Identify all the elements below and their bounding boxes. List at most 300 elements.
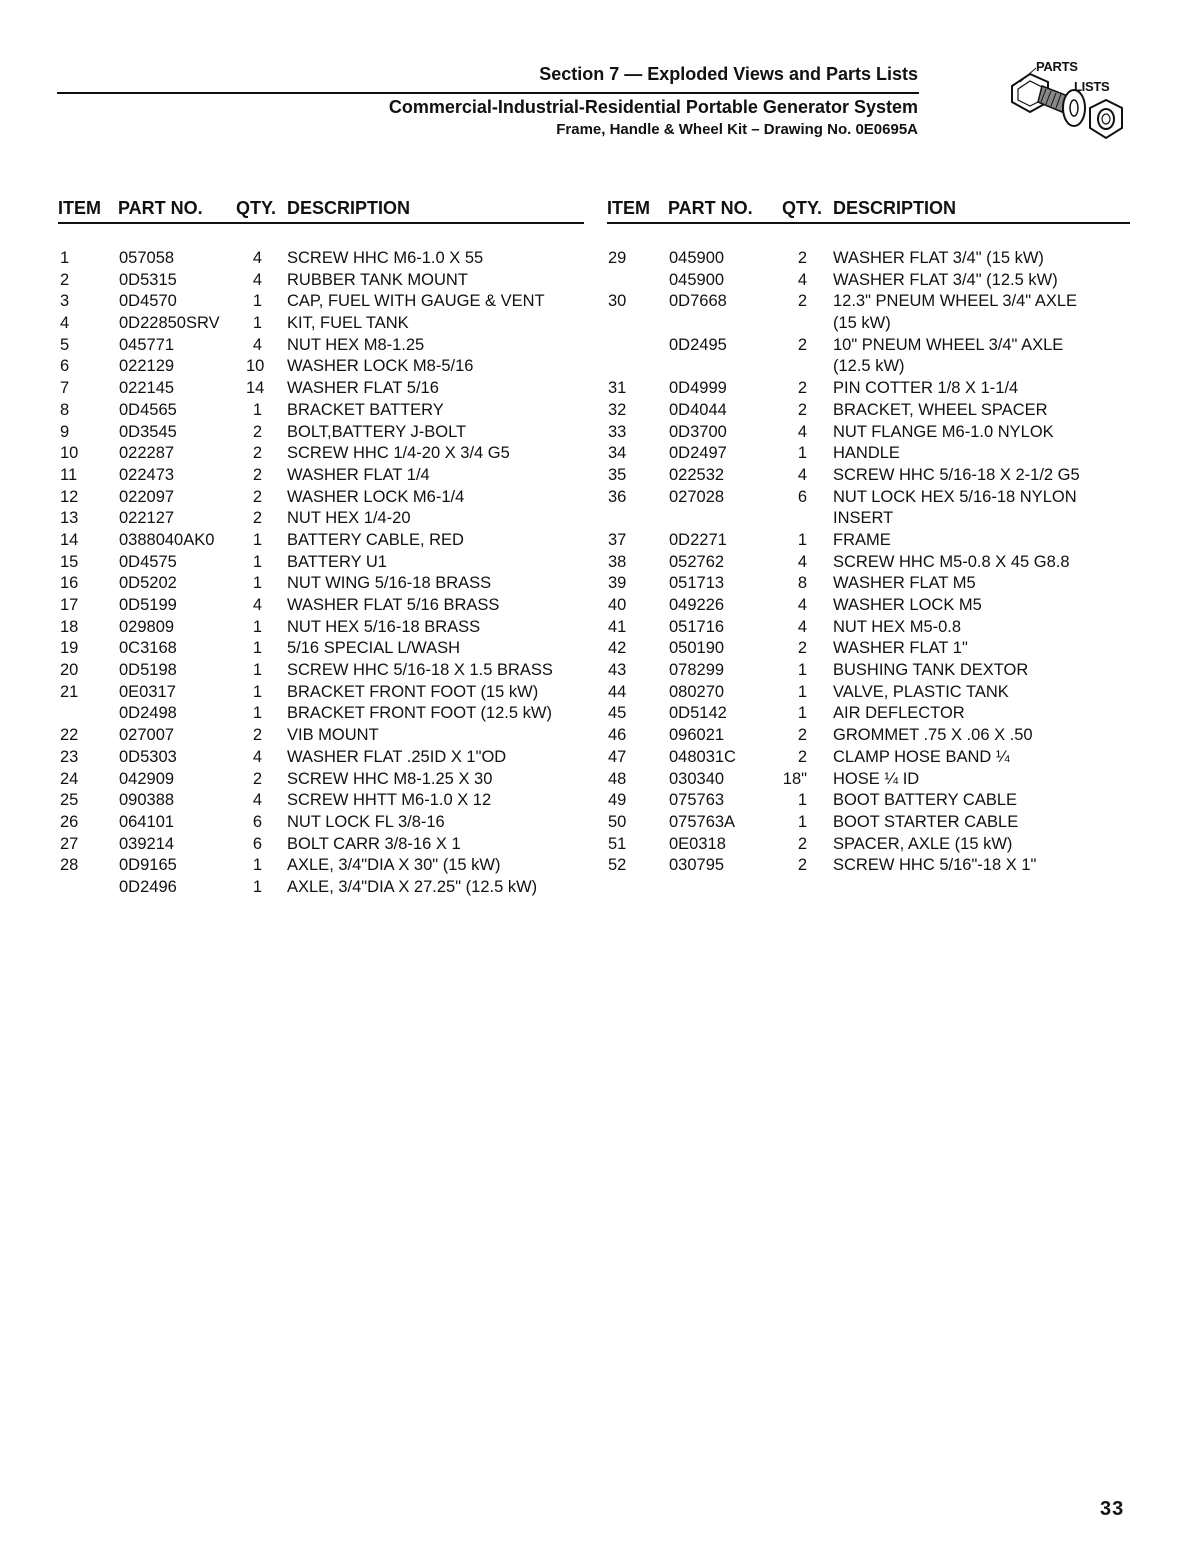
part-no-cell: 0D3545 (119, 422, 177, 441)
description-cell: WASHER FLAT 1" (833, 639, 968, 658)
part-no-cell: 052762 (669, 552, 725, 571)
qty-cell: 4 (797, 596, 807, 614)
qty-cell: 2 (797, 639, 807, 658)
header-rule (57, 92, 919, 94)
description-cell: FRAME (833, 530, 891, 549)
table-row (607, 661, 1130, 683)
item-cell: 34 (608, 444, 627, 463)
part-no-cell: 022129 (119, 357, 175, 376)
part-no-cell: 0D3700 (669, 422, 727, 441)
table-row (58, 488, 584, 510)
part-no-cell: 075763A (669, 812, 736, 831)
document-subtitle: Frame, Handle & Wheel Kit – Drawing No. 0E0695A (556, 121, 918, 138)
table-body (607, 249, 1130, 878)
table-row (607, 596, 1130, 618)
table-row (58, 661, 584, 683)
table-header (607, 196, 1130, 224)
description-cell: SCREW HHC M8-1.25 X 30 (287, 769, 493, 788)
qty-cell: 1 (797, 791, 807, 810)
table-header (58, 196, 584, 224)
description-cell: BRACKET BATTERY (287, 400, 444, 419)
part-no-cell: 039214 (119, 834, 175, 853)
description-cell: CAP, FUEL WITH GAUGE & VENT (287, 292, 545, 311)
part-no-cell: 0D4044 (669, 400, 727, 419)
table-row (58, 444, 584, 466)
part-no-cell: 064101 (119, 812, 175, 831)
description-cell: WASHER FLAT 3/4" (12.5 kW) (833, 270, 1058, 289)
qty-cell: 14 (246, 379, 265, 398)
table-row (607, 531, 1130, 553)
qty-cell: 1 (252, 661, 262, 680)
item-cell: 21 (60, 682, 79, 701)
description-cell: WASHER FLAT M5 (833, 574, 976, 593)
part-no-cell: 0D5199 (119, 596, 177, 614)
part-no-cell: 0D4575 (119, 552, 177, 571)
parts-lists-logo (1002, 56, 1132, 156)
qty-cell: 4 (797, 617, 807, 636)
description-cell: NUT WING 5/16-18 BRASS (287, 574, 492, 593)
column-header-qty: QTY. (782, 198, 823, 218)
part-no-cell: 027028 (669, 487, 725, 506)
table-row (607, 574, 1130, 596)
qty-cell: 4 (252, 791, 262, 810)
part-no-cell: 051716 (669, 617, 725, 636)
item-cell: 19 (60, 639, 79, 658)
item-cell: 41 (608, 617, 627, 636)
part-no-cell: 045900 (669, 249, 725, 267)
qty-cell: 2 (797, 834, 807, 853)
item-cell: 42 (608, 639, 627, 658)
column-header-item: ITEM (58, 198, 101, 218)
part-no-cell: 0D5315 (119, 270, 177, 289)
item-cell: 31 (608, 379, 627, 398)
part-no-cell: 0E0317 (119, 682, 176, 701)
part-no-cell: 0D4570 (119, 292, 177, 311)
item-cell: 17 (60, 596, 79, 614)
item-cell: 16 (60, 574, 79, 593)
description-cell: BUSHING TANK DEXTOR (833, 661, 1029, 680)
part-no-cell: 0C3168 (119, 639, 177, 658)
item-cell: 44 (608, 682, 627, 701)
table-row (58, 770, 584, 792)
column-header-item: ITEM (607, 198, 650, 218)
item-cell: 24 (60, 769, 79, 788)
qty-cell: 1 (252, 877, 262, 896)
table-row (58, 336, 584, 358)
description-cell: WASHER LOCK M5 (833, 596, 982, 614)
part-no-cell: 096021 (669, 726, 725, 745)
column-header-qty: QTY. (236, 198, 277, 218)
logo-text-lists: LISTS (1074, 79, 1110, 94)
qty-cell: 4 (252, 270, 262, 289)
qty-cell: 2 (252, 769, 262, 788)
qty-cell: 10 (246, 357, 265, 376)
table-row (58, 683, 584, 705)
table-row (58, 813, 584, 835)
description-cell: NUT LOCK HEX 5/16-18 NYLON (833, 487, 1077, 506)
part-no-cell: 0D2495 (669, 335, 727, 354)
part-no-cell: 0D5198 (119, 661, 177, 680)
description-cell: BRACKET, WHEEL SPACER (833, 400, 1048, 419)
item-cell: 12 (60, 487, 79, 506)
qty-cell: 2 (797, 856, 807, 875)
table-row (58, 878, 584, 900)
description-cell: SCREW HHC M6-1.0 X 55 (287, 249, 484, 267)
table-row (58, 639, 584, 661)
part-no-cell: 0D2498 (119, 704, 177, 723)
item-cell: 6 (60, 357, 70, 376)
qty-cell: 2 (797, 379, 807, 398)
qty-cell: 1 (252, 682, 262, 701)
item-cell: 50 (608, 812, 627, 831)
part-no-cell: 080270 (669, 682, 725, 701)
table-row (607, 726, 1130, 748)
logo-text-parts: PARTS (1036, 59, 1078, 74)
item-cell: 37 (608, 530, 627, 549)
description-cell: NUT HEX M5-0.8 (833, 617, 962, 636)
table-row (607, 835, 1130, 857)
qty-cell: 4 (797, 465, 807, 484)
item-cell: 29 (608, 249, 627, 267)
table-row (607, 314, 1130, 336)
description-cell: PIN COTTER 1/8 X 1-1/4 (833, 379, 1019, 398)
qty-cell: 2 (252, 422, 262, 441)
qty-cell: 8 (797, 574, 807, 593)
item-cell: 15 (60, 552, 79, 571)
qty-cell: 1 (797, 530, 807, 549)
qty-cell: 1 (797, 812, 807, 831)
item-cell: 36 (608, 487, 627, 506)
qty-cell: 1 (252, 856, 262, 875)
table-row (58, 856, 584, 878)
description-cell: BOOT BATTERY CABLE (833, 791, 1018, 810)
qty-cell: 1 (252, 400, 262, 419)
part-no-cell: 090388 (119, 791, 175, 810)
description-cell: HOSE ¼ ID (833, 769, 920, 788)
item-cell: 8 (60, 400, 70, 419)
description-cell: BATTERY U1 (287, 552, 387, 571)
description-cell: NUT HEX 1/4-20 (287, 509, 411, 528)
table-row (58, 379, 584, 401)
column-header-description: DESCRIPTION (287, 198, 411, 218)
description-cell: BRACKET FRONT FOOT (15 kW) (287, 682, 539, 701)
qty-cell: 1 (797, 682, 807, 701)
table-row (58, 466, 584, 488)
description-cell: BOLT,BATTERY J-BOLT (287, 422, 467, 441)
qty-cell: 1 (252, 530, 262, 549)
qty-cell: 4 (797, 270, 807, 289)
part-no-cell: 022532 (669, 465, 725, 484)
description-cell: BOOT STARTER CABLE (833, 812, 1019, 831)
item-cell: 5 (60, 335, 70, 354)
item-cell: 28 (60, 856, 79, 875)
qty-cell: 1 (252, 574, 262, 593)
part-no-cell: 0D2496 (119, 877, 177, 896)
table-row (58, 835, 584, 857)
item-cell: 46 (608, 726, 627, 745)
table-row (58, 249, 584, 271)
page-header (0, 0, 1198, 150)
table-row (58, 531, 584, 553)
item-cell: 30 (608, 292, 627, 311)
part-no-cell: 045771 (119, 335, 175, 354)
item-cell: 18 (60, 617, 79, 636)
item-cell: 3 (60, 292, 70, 311)
table-row (58, 314, 584, 336)
part-no-cell: 022473 (119, 465, 175, 484)
qty-cell: 1 (252, 704, 262, 723)
item-cell: 27 (60, 834, 79, 853)
item-cell: 38 (608, 552, 627, 571)
table-row (58, 423, 584, 445)
qty-cell: 1 (252, 617, 262, 636)
parts-table-right (607, 196, 1130, 878)
qty-cell: 1 (252, 292, 262, 311)
column-header-part-no: PART NO. (118, 198, 203, 218)
description-cell: SCREW HHC 5/16-18 X 1.5 BRASS (287, 661, 553, 680)
description-cell: KIT, FUEL TANK (287, 314, 409, 333)
qty-cell: 2 (252, 726, 262, 745)
description-cell: BATTERY CABLE, RED (287, 530, 464, 549)
item-cell: 1 (60, 249, 70, 267)
part-no-cell: 030340 (669, 769, 725, 788)
description-cell: GROMMET .75 X .06 X .50 (833, 726, 1033, 745)
qty-cell: 2 (252, 444, 262, 463)
table-row (607, 379, 1130, 401)
part-no-cell: 030795 (669, 856, 725, 875)
part-no-cell: 050190 (669, 639, 725, 658)
description-cell: NUT HEX M8-1.25 (287, 335, 425, 354)
table-row (58, 574, 584, 596)
table-row (607, 444, 1130, 466)
description-cell: WASHER FLAT 5/16 BRASS (287, 596, 500, 614)
table-row (607, 292, 1130, 314)
part-no-cell: 0D2271 (669, 530, 727, 549)
item-cell: 35 (608, 465, 627, 484)
qty-cell: 4 (797, 422, 807, 441)
qty-cell: 1 (797, 444, 807, 463)
description-cell: SCREW HHC M5-0.8 X 45 G8.8 (833, 552, 1070, 571)
item-cell: 49 (608, 791, 627, 810)
part-no-cell: 057058 (119, 249, 175, 267)
qty-cell: 2 (797, 400, 807, 419)
description-cell: NUT FLANGE M6-1.0 NYLOK (833, 422, 1054, 441)
table-row (607, 249, 1130, 271)
table-row (58, 401, 584, 423)
table-row (58, 748, 584, 770)
table-row (58, 596, 584, 618)
qty-cell: 1 (797, 661, 807, 680)
item-cell: 33 (608, 422, 627, 441)
item-cell: 2 (60, 270, 70, 289)
table-row (607, 683, 1130, 705)
qty-cell: 2 (797, 335, 807, 354)
item-cell: 26 (60, 812, 79, 831)
table-row (58, 292, 584, 314)
part-no-cell: 045900 (669, 270, 725, 289)
description-cell: INSERT (833, 509, 894, 528)
description-cell: WASHER LOCK M6-1/4 (287, 487, 465, 506)
part-no-cell: 078299 (669, 661, 725, 680)
document-title: Commercial-Industrial-Residential Portable Generator System (388, 97, 918, 117)
qty-cell: 2 (252, 509, 262, 528)
table-row (607, 791, 1130, 813)
part-no-cell: 0D9165 (119, 856, 177, 875)
qty-cell: 1 (252, 314, 262, 333)
table-row (58, 271, 584, 293)
item-cell: 51 (608, 834, 627, 853)
part-no-cell: 022127 (119, 509, 175, 528)
table-row (58, 618, 584, 640)
qty-cell: 6 (252, 812, 262, 831)
part-no-cell: 0E0318 (669, 834, 726, 853)
description-cell: WASHER LOCK M8-5/16 (287, 357, 474, 376)
item-cell: 48 (608, 769, 627, 788)
part-no-cell: 022097 (119, 487, 175, 506)
part-no-cell: 075763 (669, 791, 725, 810)
table-row (607, 401, 1130, 423)
table-row (607, 813, 1130, 835)
table-row (607, 423, 1130, 445)
description-cell: SCREW HHTT M6-1.0 X 12 (287, 791, 492, 810)
item-cell: 40 (608, 596, 627, 614)
item-cell: 45 (608, 704, 627, 723)
qty-cell: 18" (782, 769, 807, 788)
page-number: 33 (1100, 1498, 1125, 1520)
item-cell: 25 (60, 791, 79, 810)
description-cell: WASHER FLAT 3/4" (15 kW) (833, 249, 1044, 267)
table-row (607, 770, 1130, 792)
item-cell: 4 (60, 314, 70, 333)
description-cell: RUBBER TANK MOUNT (287, 270, 468, 289)
table-row (58, 553, 584, 575)
part-no-cell: 049226 (669, 596, 725, 614)
item-cell: 10 (60, 444, 79, 463)
table-row (58, 357, 584, 379)
description-cell: SCREW HHC 5/16-18 X 2-1/2 G5 (833, 465, 1080, 484)
part-no-cell: 029809 (119, 617, 175, 636)
description-cell: 12.3" PNEUM WHEEL 3/4" AXLE (833, 292, 1078, 311)
section-title: Section 7 — Exploded Views and Parts Lists (539, 64, 918, 84)
table-row (607, 488, 1130, 510)
description-cell: SCREW HHC 1/4-20 X 3/4 G5 (287, 444, 510, 463)
description-cell: 5/16 SPECIAL L/WASH (287, 639, 461, 658)
description-cell: AXLE, 3/4"DIA X 30" (15 kW) (287, 856, 501, 875)
part-no-cell: 051713 (669, 574, 725, 593)
qty-cell: 2 (797, 726, 807, 745)
table-row (607, 856, 1130, 878)
part-no-cell: 0388040AK0 (119, 530, 215, 549)
description-cell: SPACER, AXLE (15 kW) (833, 834, 1013, 853)
item-cell: 14 (60, 530, 79, 549)
item-cell: 22 (60, 726, 79, 745)
item-cell: 9 (60, 422, 70, 441)
description-cell: AIR DEFLECTOR (833, 704, 965, 723)
description-cell: BRACKET FRONT FOOT (12.5 kW) (287, 704, 552, 723)
qty-cell: 4 (252, 596, 262, 614)
description-cell: WASHER FLAT .25ID X 1"OD (287, 747, 507, 766)
part-no-cell: 022287 (119, 444, 175, 463)
qty-cell: 4 (252, 747, 262, 766)
qty-cell: 2 (797, 249, 807, 267)
qty-cell: 6 (797, 487, 807, 506)
qty-cell: 1 (252, 639, 262, 658)
part-no-cell: 048031C (669, 747, 736, 766)
item-cell: 13 (60, 509, 79, 528)
qty-cell: 4 (797, 552, 807, 571)
table-row (607, 748, 1130, 770)
qty-cell: 1 (797, 704, 807, 723)
table-row (58, 791, 584, 813)
item-cell: 7 (60, 379, 70, 398)
table-row (58, 704, 584, 726)
part-no-cell: 022145 (119, 379, 175, 398)
table-row (58, 509, 584, 531)
table-row (607, 271, 1130, 293)
description-cell: AXLE, 3/4"DIA X 27.25" (12.5 kW) (287, 877, 538, 896)
part-no-cell: 0D5142 (669, 704, 727, 723)
qty-cell: 6 (252, 834, 262, 853)
description-cell: SCREW HHC 5/16"-18 X 1" (833, 856, 1037, 875)
part-no-cell: 0D7668 (669, 292, 727, 311)
description-cell: (15 kW) (833, 314, 891, 333)
table-row (607, 618, 1130, 640)
description-cell: WASHER FLAT 1/4 (287, 465, 430, 484)
description-cell: CLAMP HOSE BAND ¼ (833, 747, 1010, 766)
column-header-description: DESCRIPTION (833, 198, 957, 218)
description-cell: NUT LOCK FL 3/8-16 (287, 812, 445, 831)
table-row (607, 466, 1130, 488)
description-cell: NUT HEX 5/16-18 BRASS (287, 617, 481, 636)
item-cell: 47 (608, 747, 627, 766)
description-cell: WASHER FLAT 5/16 (287, 379, 439, 398)
part-no-cell: 0D2497 (669, 444, 727, 463)
table-row (607, 704, 1130, 726)
item-cell: 43 (608, 661, 627, 680)
item-cell: 32 (608, 400, 627, 419)
item-cell: 20 (60, 661, 79, 680)
item-cell: 39 (608, 574, 627, 593)
table-row (607, 639, 1130, 661)
description-cell: VIB MOUNT (287, 726, 379, 745)
part-no-cell: 027007 (119, 726, 175, 745)
description-cell: 10" PNEUM WHEEL 3/4" AXLE (833, 335, 1064, 354)
part-no-cell: 0D5303 (119, 747, 177, 766)
qty-cell: 2 (797, 747, 807, 766)
parts-table-left (58, 196, 584, 900)
table-row (607, 509, 1130, 531)
item-cell: 52 (608, 856, 627, 875)
description-cell: VALVE, PLASTIC TANK (833, 682, 1009, 701)
qty-cell: 2 (252, 487, 262, 506)
item-cell: 23 (60, 747, 79, 766)
qty-cell: 4 (252, 249, 262, 267)
table-row (607, 357, 1130, 379)
table-row (607, 553, 1130, 575)
part-no-cell: 0D4999 (669, 379, 727, 398)
qty-cell: 1 (252, 552, 262, 571)
table-row (58, 726, 584, 748)
description-cell: (12.5 kW) (833, 357, 905, 376)
description-cell: HANDLE (833, 444, 900, 463)
part-no-cell: 0D22850SRV (119, 314, 220, 333)
part-no-cell: 0D4565 (119, 400, 177, 419)
description-cell: BOLT CARR 3/8-16 X 1 (287, 834, 461, 853)
table-row (607, 336, 1130, 358)
qty-cell: 2 (252, 465, 262, 484)
qty-cell: 2 (797, 292, 807, 311)
column-header-part-no: PART NO. (668, 198, 753, 218)
